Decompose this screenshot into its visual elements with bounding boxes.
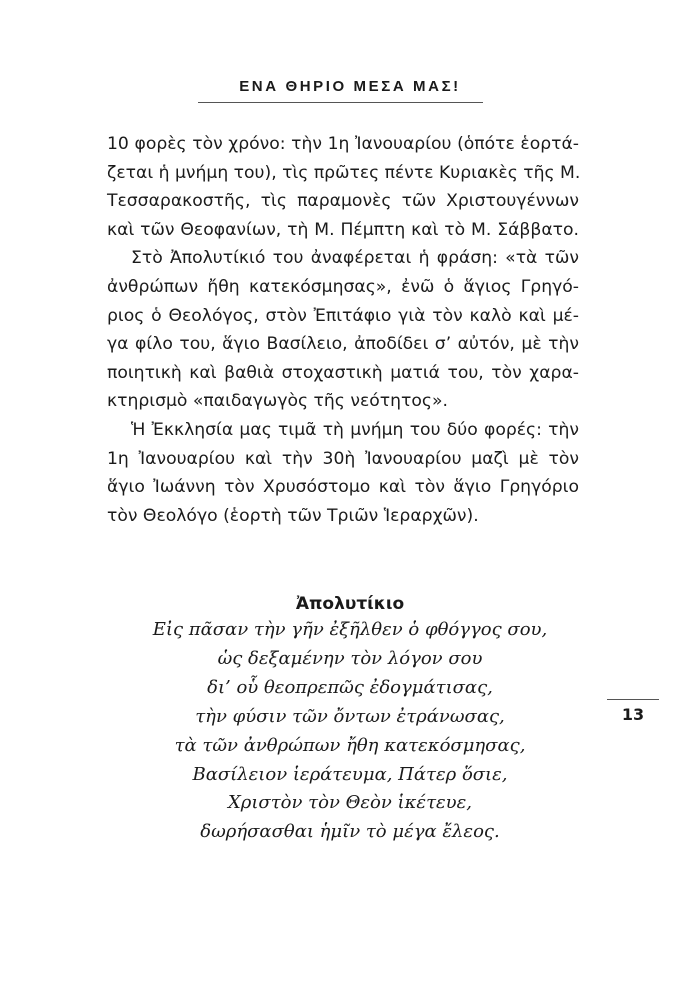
hymn-verse: Βασίλειον ἱεράτευμα, Πάτερ ὅσιε, <box>192 763 508 785</box>
header-divider <box>198 102 483 103</box>
text-line: ριος ὁ Θεολόγος, στὸν Ἐπιτάφιο γιὰ τὸν καλὸ καὶ μέ- <box>107 305 579 326</box>
text-line: ζεται ἡ μνήμη του), τὶς πρῶτες πέντε Κυριακὲς τῆς Μ. <box>107 162 581 183</box>
paragraph <box>107 130 579 244</box>
apolytikion-title: Ἀπολυτίκιο <box>295 594 405 614</box>
hymn-verse: Εἰς πᾶσαν τὴν γῆν ἐξῆλθεν ὁ φθόγγος σου, <box>152 619 548 640</box>
hymn-verse: τὴν φύσιν τῶν ὄντων ἐτράνωσας, <box>195 705 505 727</box>
hymn-verse: τὰ τῶν ἀνθρώπων ἤθη κατεκόσμησας, <box>174 734 526 756</box>
text-line: Στὸ Ἀπολυτίκιό του ἀναφέρεται ἡ φράση: «τὰ τῶν <box>131 248 579 269</box>
apolytikion-hymn <box>0 616 700 847</box>
text-line: Τεσσαρακοστῆς, τὶς παραμονὲς τῶν Χριστουγέννων <box>107 191 579 212</box>
page-number-divider <box>607 699 659 700</box>
text-line: καὶ τῶν Θεοφανίων, τὴ Μ. Πέμπτη καὶ τὸ Μ. Σάββατο. <box>107 219 579 240</box>
text-line: 10 φορὲς τὸν χρόνο: τὴν 1η Ἰανουαρίου (ὁπότε ἑορτά- <box>107 134 579 154</box>
paragraph <box>107 244 579 416</box>
paragraph <box>107 416 579 530</box>
hymn-verse: δι’ οὗ θεοπρεπῶς ἐδογμάτισας, <box>207 676 493 698</box>
hymn-verse: ὡς δεξαμένην τὸν λόγον σου <box>217 647 483 669</box>
text-line: 1η Ἰανουαρίου καὶ τὴν 30ὴ Ἰανουαρίου μαζὶ μὲ τὸν <box>107 448 579 469</box>
text-line: κτηρισμὸ «παιδαγωγὸς τῆς νεότητος». <box>107 391 448 412</box>
text-line: γα φίλο του, ἅγιο Βασίλειο, ἀποδίδει σ’ αὐτόν, μὲ τὴν <box>107 334 579 355</box>
hymn-verse: Χριστὸν τὸν Θεὸν ἱκέτευε, <box>227 792 473 814</box>
text-line: ἀνθρώπων ἤθη κατεκόσμησας», ἐνῶ ὁ ἅγιος Γρηγό- <box>107 276 579 297</box>
body-text <box>107 130 579 530</box>
hymn-verse: δωρήσασθαι ἡμῖν τὸ μέγα ἔλεος. <box>200 821 500 843</box>
running-title: ΕΝΑ ΘΗΡΙΟ ΜΕΣΑ ΜΑΣ! <box>239 78 461 95</box>
page-number: 13 <box>621 705 645 724</box>
text-line: ἅγιο Ἰωάννη τὸν Χρυσόστομο καὶ τὸν ἅγιο Γρηγόριο <box>107 477 579 498</box>
text-line: Ἡ Ἐκκλησία μας τιμᾶ τὴ μνήμη του δύο φορές: τὴν <box>131 419 579 440</box>
text-line: ποιητικὴ καὶ βαθιὰ στοχαστικὴ ματιά του, τὸν χαρα- <box>107 362 579 383</box>
text-line: τὸν Θεολόγο (ἑορτὴ τῶν Τριῶν Ἱεραρχῶν). <box>107 505 479 526</box>
